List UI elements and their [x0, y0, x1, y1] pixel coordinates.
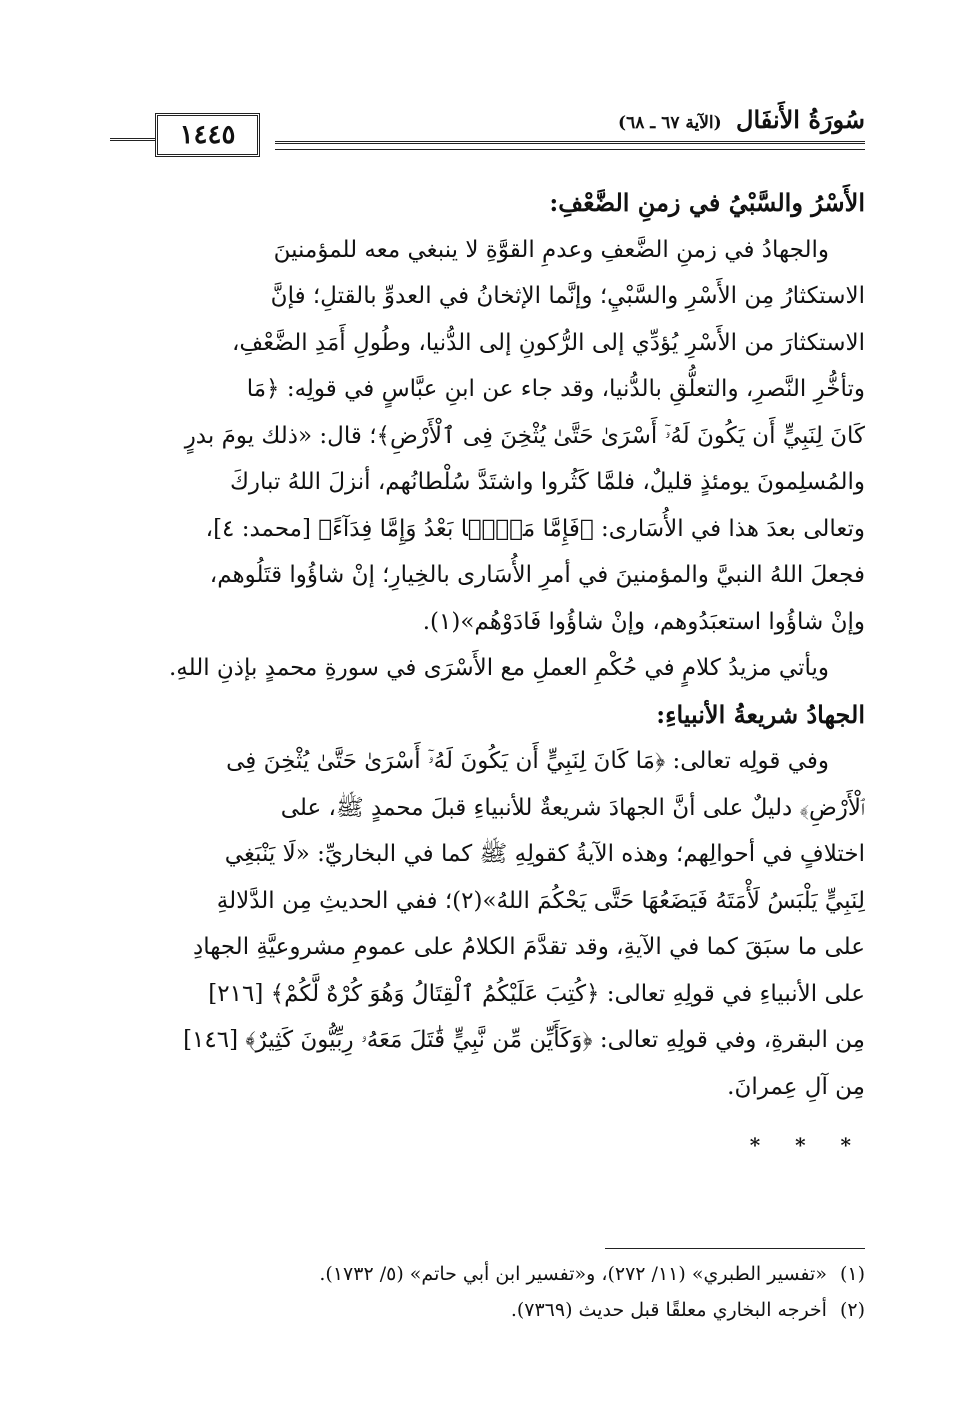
paragraph-prophets-jihad — [120, 738, 865, 1110]
text-line: فجعلَ اللهُ النبيَّ والمؤمنينَ في أمرِ الأُسَارى بالخِيارِ؛ إنْ شاؤُوا قتَلُوهم، — [209, 562, 865, 588]
ayah-range: (الآية ٦٧ ـ ٦٨) — [618, 113, 722, 133]
footnote — [120, 1292, 865, 1328]
text-line: وإنْ شاؤُوا استعبَدُوهم، وإنْ شاؤُوا فَادَوْهُم»(١). — [422, 608, 865, 635]
text-line: مِن آلِ عِمرانَ. — [727, 1073, 865, 1100]
footnote — [120, 1256, 865, 1292]
text-line: على الأنبياءِ في قولِهِ تعالى: ﴿كُتِبَ عَلَيْكُمُ ٱلْقِتَالُ وَهُوَ كُرْهٌ لَّكُمْ﴾ [٢١٦] — [208, 980, 865, 1007]
page-number: ١٤٤٥ — [155, 113, 260, 157]
text-line: وتأخُّرِ النَّصرِ، والتعلُّقِ بالدُّنيا، وقد جاء عن ابنِ عبَّاسٍ في قولِه: ﴿مَا — [246, 376, 865, 402]
text-line: على ما سبَقَ كما في الآيةِ، وقد تقدَّمَ الكلامُ على عمومِ مشروعيَّةِ الجهادِ — [192, 934, 865, 960]
text-line: ٱلْأَرْضِ﴾ دليلٌ على أنَّ الجهادَ شريعةٌ للأنبياءِ قبلَ محمدٍ ﷺ، على — [280, 794, 865, 821]
text-line: مِن البقرةِ، وفي قولِهِ تعالى: ﴿وَكَأَيِّن مِّن نَّبِيٍّ قَٰتَلَ مَعَهُۥ رِبِّيُّونَ كَثِيرٌ﴾ [١٤٦] — [183, 1027, 865, 1053]
text-line: وتعالى بعدَ هذا في الأُسَارى: ﴿فَإِمَّا مَنًّۢا بَعْدُ وَإِمَّا فِدَآءً﴾ [محمد: ٤]، — [205, 515, 865, 542]
paragraph-jihad-weakness — [120, 227, 865, 646]
text-line: كَانَ لِنَبِيٍّ أَن يَكُونَ لَهُۥٓ أَسْرَىٰ حَتَّىٰ يُثْخِنَ فِى ٱلْأَرْضِ﴾؛ قال: «ذلك يومَ بدرٍ — [184, 422, 865, 449]
section-heading-captivity: الأَسْرُ والسَّبْيُ في زمنِ الضَّعْفِ: — [549, 188, 865, 217]
surah-name: سُورَةُ الأَنفَال — [736, 105, 865, 134]
text-line: اختلافٍ في أحوالِهم؛ وهذه الآيةُ كقولِهِ ﷺ كما في البخاريِّ: «لَا يَنْبَغِي — [224, 841, 865, 867]
footnote-text: أخرجه البخاري معلقًا قبل حديث (٧٣٦٩). — [510, 1299, 827, 1321]
surah-title — [618, 105, 865, 134]
section-separator: * * * — [749, 1133, 865, 1157]
text-line: الاستكثارَ من الأَسْرِ يُؤدِّي إلى الرُّكونِ إلى الدُّنيا، وطُولِ أَمَدِ الضَّعْفِ، — [231, 329, 865, 356]
text-line: والمُسلِمونَ يومئذٍ قليلٌ، فلمَّا كَثُروا واشتَدَّ سُلْطانُهم، أنزلَ اللهُ تباركَ — [229, 469, 865, 495]
footnote-number: (١) — [839, 1263, 865, 1285]
footnotes — [120, 1256, 865, 1328]
footnote-text: «تفسير الطبري» (١١/ ٢٧٢)، و«تفسير ابن أبي حاتم» (٥/ ١٧٣٢). — [319, 1263, 827, 1285]
footnote-rule — [605, 1248, 865, 1249]
section-heading-prophets: الجهادُ شريعةُ الأنبياءِ: — [656, 699, 865, 729]
text-line: وفي قولِه تعالى: ﴿مَا كَانَ لِنَبِيٍّ أَن يَكُونَ لَهُۥٓ أَسْرَىٰ حَتَّىٰ يُثْخِنَ فِى — [226, 748, 829, 774]
text-line: لِنَبِيٍّ يَلْبَسُ لَأْمَتَهُ فَيَضَعُهَا حَتَّى يَحْكُمَ اللهُ»(٢)؛ ففي الحديثِ مِن الدَّلالةِ — [216, 887, 865, 914]
footnote-number: (٢) — [839, 1299, 865, 1321]
page-header — [120, 105, 865, 159]
text-line: الاستكثارُ مِن الأَسْرِ والسَّبْيِ؛ وإنَّما الإثخانُ في العدوِّ بالقتلِ؛ فإنَّ — [270, 283, 865, 309]
header-rule — [275, 141, 865, 146]
page-body — [120, 180, 865, 1169]
paragraph-more-later: ويأتي مزيدُ كلامٍ في حُكْمِ العملِ مع الأَسْرَى في سورةِ محمدٍ بإذنِ اللهِ. — [168, 655, 829, 681]
text-line: والجهادُ في زمنِ الضَّعفِ وعدمِ القوَّةِ لا ينبغي معه للمؤمنينَ — [273, 236, 829, 263]
